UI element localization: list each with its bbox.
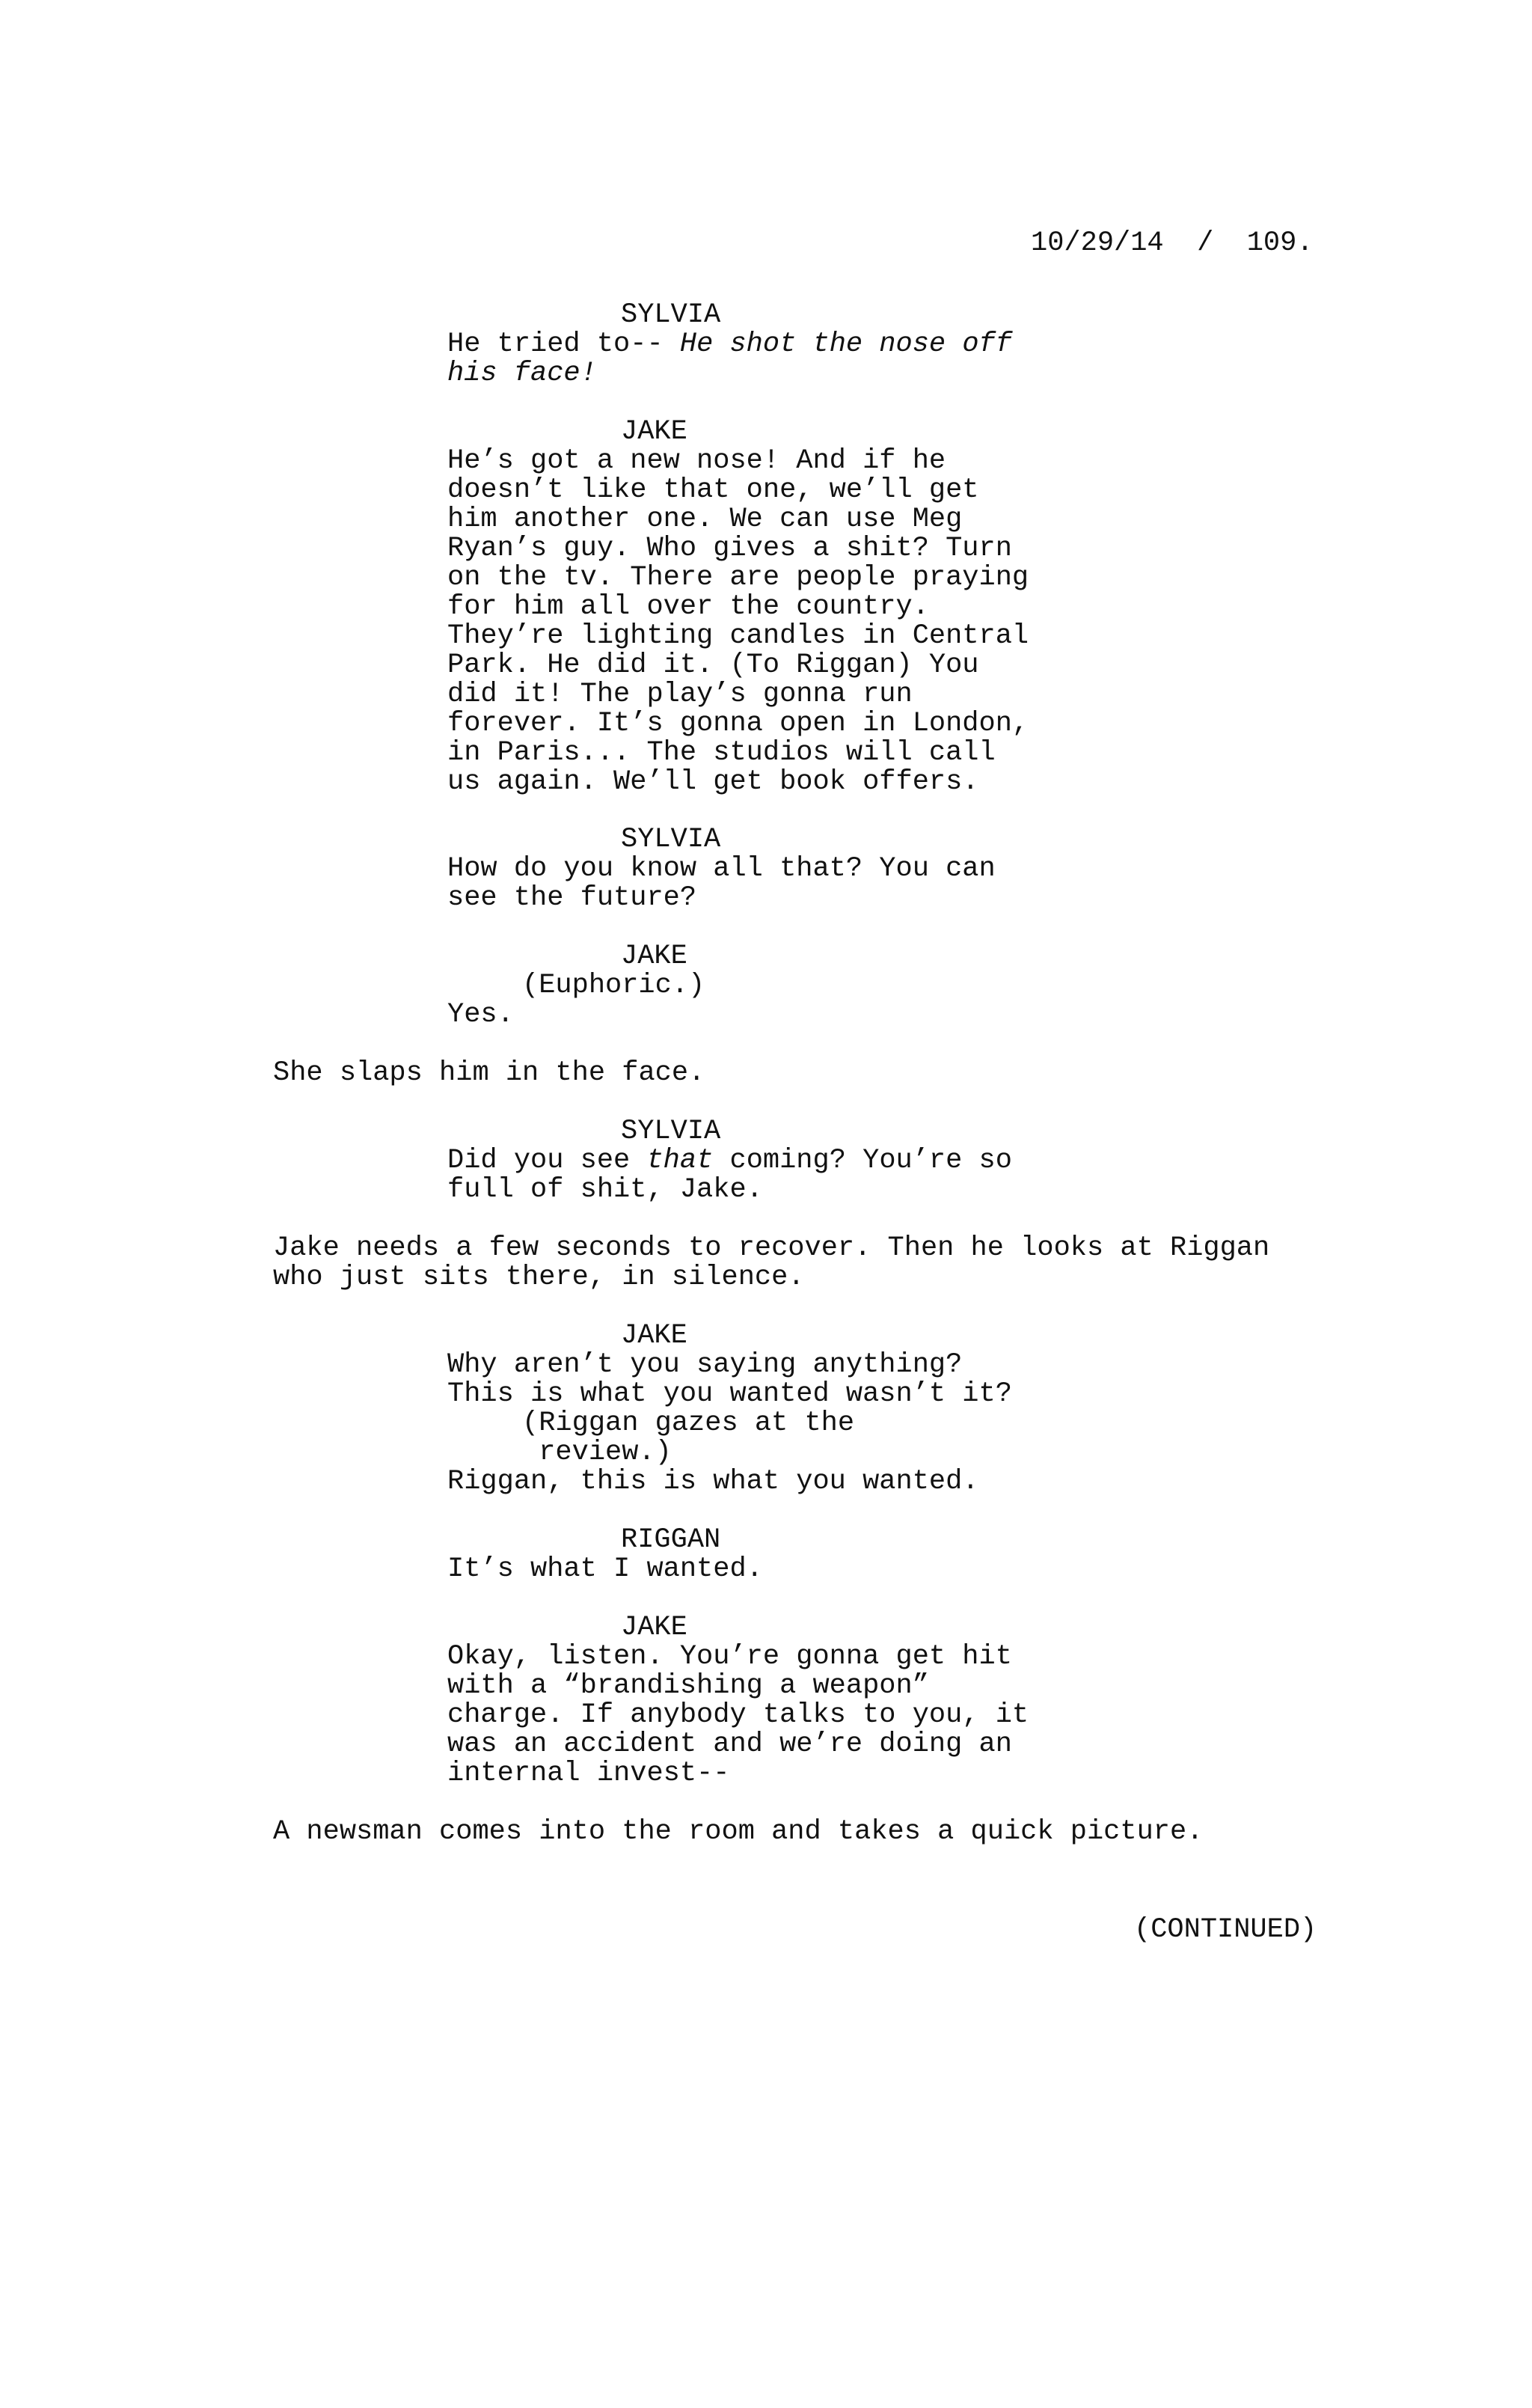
character-cue: JAKE: [621, 941, 687, 972]
character-cue: SYLVIA: [621, 824, 721, 855]
action-line: A newsman comes into the room and takes a quick picture.: [273, 1816, 1204, 1848]
page-header: [1031, 229, 1314, 258]
character-cue: JAKE: [621, 1320, 687, 1351]
character-cue: JAKE: [621, 416, 687, 447]
action-line: She slaps him in the face.: [273, 1057, 705, 1089]
action-line: Jake needs a few seconds to recover. Then he looks at Riggan who just sits there, in silence.: [273, 1232, 1270, 1293]
dialogue: How do you know all that? You can see the future?: [447, 853, 996, 914]
dialogue: It’s what I wanted.: [447, 1553, 763, 1585]
header-date: 10/29/14: [1031, 227, 1164, 259]
parenthetical: (Euphoric.): [522, 970, 705, 1001]
dialogue: He’s got a new nose! And if he doesn’t like that one, we’ll get him another one. We can use Meg Ryan’s guy. Who gives a shit? Turn on the tv. There are people praying for him all over the country. They’re lighting candles in Central Park. He did it. (To Riggan) You did it! The play’s gonna run forever. It’s gonna open in London, in Paris... The studios will call us again. We’ll get book offers.: [447, 445, 1029, 798]
dialogue: Did you see that coming? You’re so full of shit, Jake.: [447, 1145, 1012, 1205]
character-cue: RIGGAN: [621, 1524, 721, 1556]
character-cue: SYLVIA: [621, 299, 721, 331]
dialogue: Yes.: [447, 999, 514, 1030]
dialogue: He tried to-- He shot the nose off his face!: [447, 328, 1012, 389]
dialogue: Okay, listen. You’re gonna get hit with a “brandishing a weapon” charge. If anybody talks to you, it was an accident and we’re doing an internal invest--: [447, 1641, 1029, 1789]
character-cue: JAKE: [621, 1612, 687, 1643]
character-cue: SYLVIA: [621, 1116, 721, 1147]
dialogue: Why aren’t you saying anything? This is what you wanted wasn’t it?: [447, 1349, 1012, 1410]
header-page-number: 109.: [1246, 227, 1314, 259]
continued-marker: (CONTINUED): [1134, 1914, 1317, 1946]
dialogue: Riggan, this is what you wanted.: [447, 1466, 979, 1497]
parenthetical: (Riggan gazes at the review.): [522, 1408, 855, 1468]
header-separator: /: [1197, 227, 1214, 259]
